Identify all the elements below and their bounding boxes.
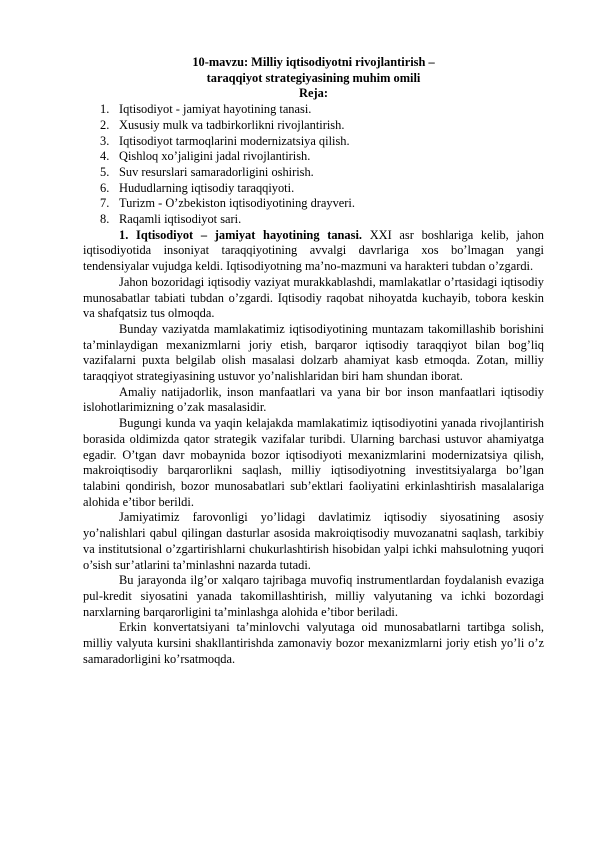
plan-item-number: 1. [100,102,110,117]
body-paragraph: Jahon bozoridagi iqtisodiy vaziyat murakkablashdi, mamlakatlar o’rtasidagi iqtisodiy munosabatlar tabiati tubdan o’zgardi. Iqtisodiy raqobat nihoyatda kuchayib, tobora keskin va shafqatsiz tus olmoqda. [83,274,544,321]
section-1-heading: 1. Iqtisodiyot – jamiyat hayotining tanasi. [119,227,362,242]
section-1-intro-paragraph [83,228,544,275]
plan-item-number: 7. [100,196,110,211]
plan-item [83,149,544,165]
plan-item-number: 8. [100,212,110,227]
body-paragraph: Erkin konvertatsiyani ta’minlovchi valyutaga oid munosabatlarni tartibga solish, milliy valyuta kursini shakllantirishda zamonaviy bozor mexanizmlarni joriy etish yo’li o’z samaradorligini ko’rsatmoqda. [83,620,544,666]
plan-list [83,102,544,228]
plan-item [83,196,544,212]
plan-item [83,134,544,150]
body-paragraph: Jamiyatimiz farovonligi yo’lidagi davlatimiz iqtisodiy siyosatining asosiy yo’nalishlari qabul qilingan dasturlar asosida makroiqtisodiy muvozanatni saqlash, tarkibiy va institutsional o’zgartirishlarni chukurlashtirish hisobidan yalpi ichki mahsulotning yuqori o’sish sur’atlarini ta’minlashni nazarda tutadi. [83,510,544,572]
plan-item-text: Qishloq xo’jaligini jadal rivojlantirish. [119,149,311,164]
body-paragraph: Bugungi kunda va yaqin kelajakda mamlakatimiz iqtisodiyotini yanada rivojlantirish borasida oldimizda qator strategik vazifalar turibdi. Ularning barchasi ustuvor ahamiyatga egadir. O’tgan davr mobaynida bozor iqtisodiyoti mexanizmlarini modernizatsiya qilish, makroiqtisodiy barqarorlikni saqlash, milliy iqtisodiyotning investitsiyalarga bo’lgan talabini qondirish, bozor munosabatlari sub’ektlari faoliyatini erkinlashtirish masalalariga alohida e’tibor berildi. [83,416,544,509]
plan-item-number: 2. [100,117,110,132]
title-line-2: taraqqiyot strategiyasining muhim omili [206,70,421,85]
body-paragraph: Amaliy natijadorlik, inson manfaatlari va yana bir bor inson manfaatlari iqtisodiy islohotlarimizning o’zak masalasidir. [83,384,544,415]
plan-item [83,165,544,181]
plan-item-text: Turizm - O’zbekiston iqtisodiyotining drayveri. [119,196,355,211]
plan-item-text: Xususiy mulk va tadbirkorlikni rivojlantirish. [119,117,345,132]
document-title [83,55,544,102]
plan-item-text: Hududlarning iqtisodiy taraqqiyoti. [119,180,295,195]
plan-item [83,212,544,228]
title-line-1: 10-mavzu: Milliy iqtisodiyotni rivojlantirish – [192,55,435,69]
plan-item [83,181,544,197]
plan-item-number: 6. [100,180,110,195]
plan-item [83,102,544,118]
plan-item-text: Raqamli iqtisodiyot sari. [119,212,242,227]
body-paragraph: Bu jarayonda ilg’or xalqaro tajribaga muvofiq instrumentlardan foydalanish evaziga pul-kredit siyosatini yanada takomillashtirish, milliy valyutaning va ichki bozordagi narxlarning barqarorligini ta’minlashga alohida e’tibor beriladi. [83,573,544,619]
plan-item-text: Iqtisodiyot - jamiyat hayotining tanasi. [119,102,312,117]
document-page [83,55,544,667]
plan-item-number: 3. [100,133,110,148]
section-1-intro-text: XXI asr boshlariga kelib, jahon iqtisodiyotida insoniyat taraqqiyotining avvalgi davrlariga xos bo’lmagan yangi tendensiyalar vujudga keldi. Iqtisodiyotning ma’no-mazmuni va harakteri tubdan o’zgardi. [83,227,544,274]
plan-item-number: 5. [100,164,110,179]
plan-item [83,118,544,134]
plan-item-text: Iqtisodiyot tarmoqlarini modernizatsiya qilish. [119,133,350,148]
body-paragraph: Bunday vaziyatda mamlakatimiz iqtisodiyotining muntazam takomillashib borishini ta’minlaydigan mexanizmlarni joriy etish, barqaror iqtisodiy taraqqiyot bilan bog’liq vazifalarni puxta belgilab olish masalasi dolzarb ahamiyat kasb etmoqda. Zotan, milliy taraqqiyot strategiyasining ustuvor yo’nalishlaridan biri ham shundan iborat. [83,321,544,384]
plan-heading: Reja: [299,86,328,101]
plan-item-number: 4. [100,149,110,164]
plan-item-text: Suv resurslari samaradorligini oshirish. [119,164,314,179]
